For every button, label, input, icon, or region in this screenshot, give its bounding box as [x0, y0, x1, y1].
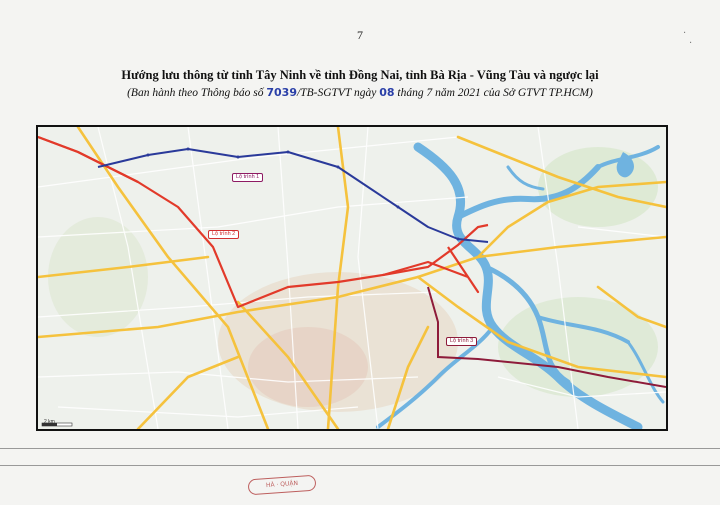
notice-number: 7039 — [266, 86, 297, 99]
document-title: Hướng lưu thông từ tỉnh Tây Ninh về tỉnh Đồng Nai, tỉnh Bà Rịa - Vũng Tàu và ngược lại — [121, 68, 599, 82]
route-2-label: Lộ trình 2 — [208, 230, 239, 239]
urban-core — [248, 327, 368, 407]
route-1-label: Lộ trình 1 — [232, 173, 263, 182]
stamp-mark: HÀ · QUẬN — [248, 475, 317, 496]
page-number: 7 — [357, 28, 363, 42]
page-divider — [0, 448, 720, 449]
notice-day: 08 — [379, 86, 395, 99]
subtitle-suffix: tháng 7 năm 2021 của Sở GTVT TP.HCM) — [394, 87, 593, 99]
corner-mark: · — [683, 28, 687, 39]
scale-label: 2 km — [44, 419, 55, 425]
page-divider — [0, 465, 720, 466]
document-subtitle — [0, 86, 720, 99]
route-3-label: Lộ trình 3 — [446, 337, 477, 346]
subtitle-prefix: (Ban hành theo Thông báo số — [127, 87, 267, 99]
route-map[interactable] — [36, 125, 668, 431]
map-canvas — [38, 127, 666, 429]
corner-mark: · — [689, 38, 693, 49]
subtitle-middle: /TB-SGTVT ngày — [297, 87, 380, 99]
